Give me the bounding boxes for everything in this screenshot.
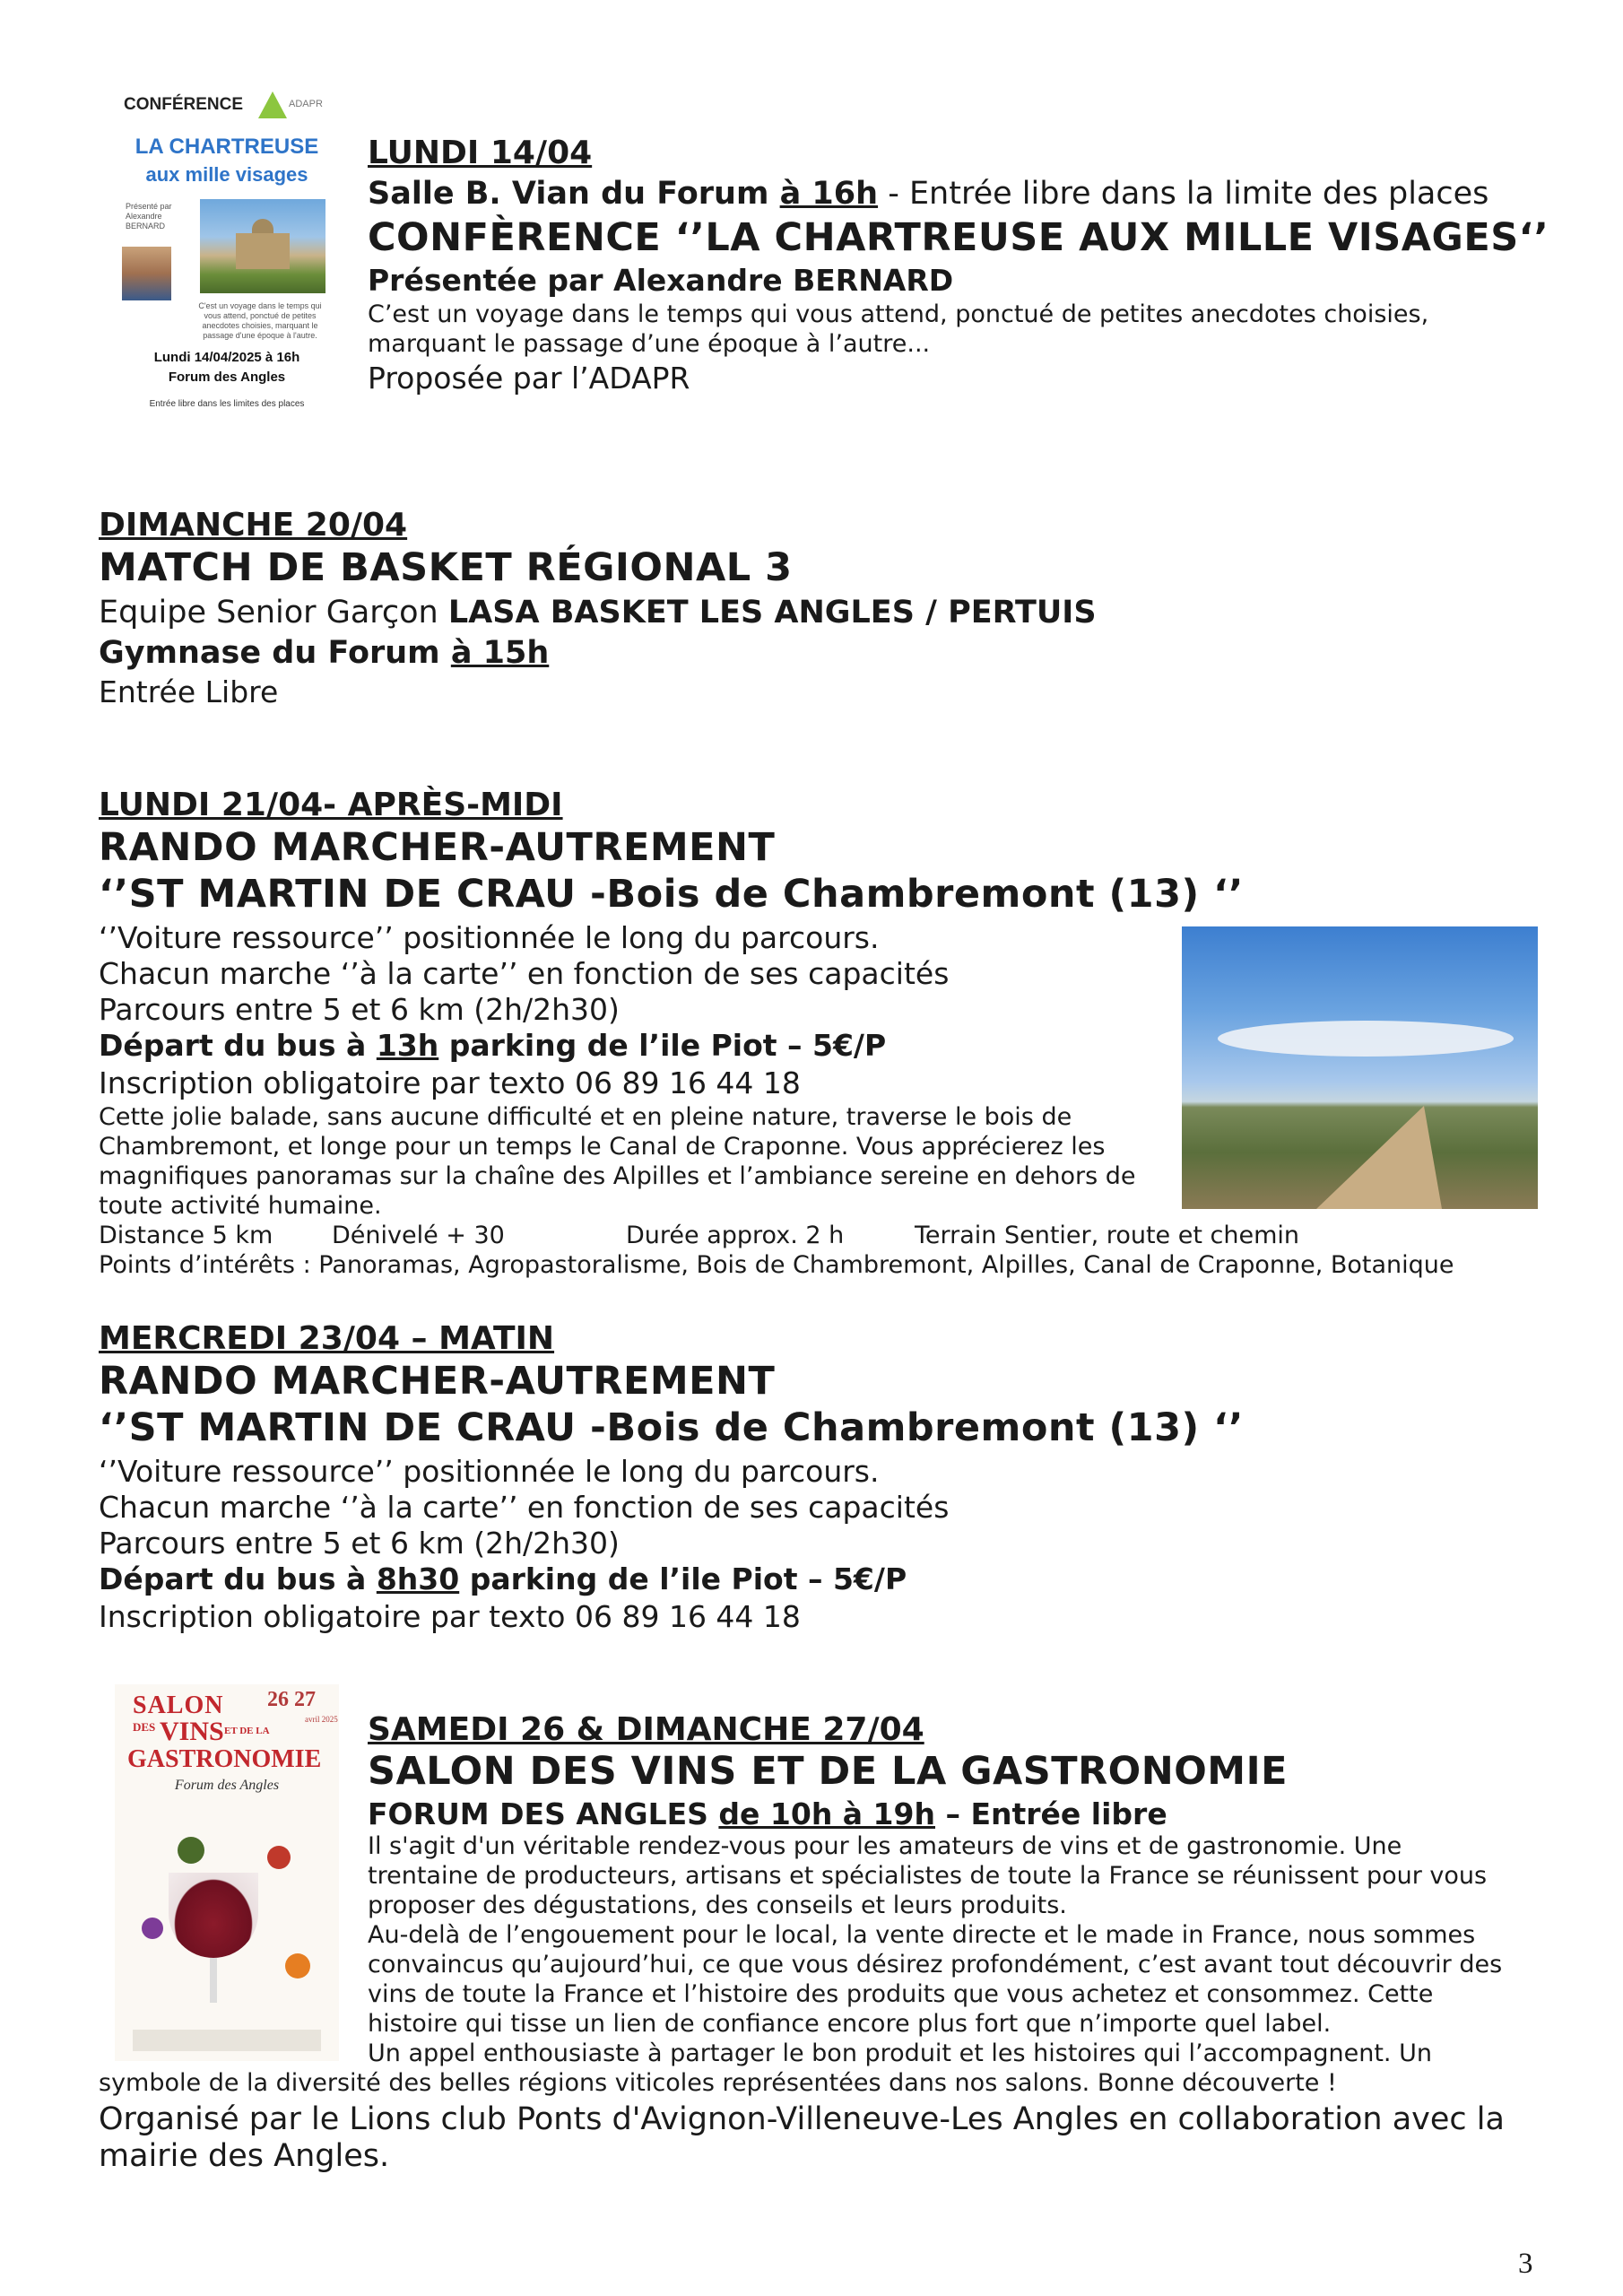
wine-glass-stem bbox=[210, 1958, 217, 2003]
rando1-line-2: Chacun marche ‘’à la carte’’ en fonction de ses capacités bbox=[99, 956, 950, 991]
conference-desc-1: C’est un voyage dans le temps qui vous attend, ponctué de petites anecdotes choisies, bbox=[368, 300, 1429, 328]
wine-glass-icon bbox=[169, 1873, 258, 1958]
rando1-date: LUNDI 21/04- APRÈS-MIDI bbox=[99, 787, 563, 823]
rando2-line-3: Parcours entre 5 et 6 km (2h/2h30) bbox=[99, 1526, 620, 1561]
poster-header: CONFÉRENCE bbox=[124, 95, 244, 114]
salon-desc-8: Un appel enthousiaste à partager le bon produit et les histoires qui l’accompagnent. Un bbox=[368, 2039, 1432, 2067]
rando1-para-3: magnifiques panoramas sur la chaîne des Alpilles et l’ambiance sereine en dehors de bbox=[99, 1162, 1136, 1190]
rando2-title-1: RANDO MARCHER-AUTREMENT bbox=[99, 1359, 776, 1404]
salon-poster-forum: Forum des Angles bbox=[174, 1778, 280, 1793]
salon-poster-month: avril 2025 bbox=[305, 1715, 338, 1724]
salon-desc-6: vins de toute la France et l’histoire des produits que vous achetez et consommez. Cette bbox=[368, 1980, 1434, 2008]
salon-poster-vins: VINS bbox=[160, 1717, 224, 1746]
rando2-inscription: Inscription obligatoire par texto 06 89 16 44 18 bbox=[99, 1599, 801, 1634]
grape-icon bbox=[178, 1837, 204, 1864]
chartreuse-photo bbox=[200, 199, 325, 293]
fig-icon bbox=[142, 1918, 163, 1939]
rando-photo bbox=[1182, 926, 1538, 1209]
salon-poster-sponsors bbox=[133, 2030, 321, 2051]
salon-poster-gastronomie: GASTRONOMIE bbox=[127, 1745, 322, 1773]
salon-desc-4: Au-delà de l’engouement pour le local, la vente directe et le made in France, nous sommes bbox=[368, 1921, 1476, 1949]
salon-organizer-1: Organisé par le Lions club Ponts d'Avignon-Villeneuve-Les Angles en collaboration avec la bbox=[99, 2101, 1505, 2137]
tomato-icon bbox=[267, 1846, 291, 1869]
rando2-line-2: Chacun marche ‘’à la carte’’ en fonction de ses capacités bbox=[99, 1490, 950, 1525]
rando1-denivele: Dénivelé + 30 bbox=[332, 1222, 505, 1249]
salon-desc-7: histoire qui tisse un lien de confiance encore plus fort que n’importe quel label. bbox=[368, 2010, 1332, 2038]
rando1-line-3: Parcours entre 5 et 6 km (2h/2h30) bbox=[99, 992, 620, 1027]
salon-organizer-2: mairie des Angles. bbox=[99, 2138, 390, 2174]
basket-entry: Entrée Libre bbox=[99, 674, 279, 709]
rando1-duree: Durée approx. 2 h bbox=[626, 1222, 845, 1249]
salon-desc-5: convaincus qu’aujourd’hui, ce que vous désirez profondément, c’est avant tout découvrir des bbox=[368, 1951, 1503, 1979]
rando2-date: MERCREDI 23/04 – MATIN bbox=[99, 1320, 555, 1357]
rando1-para-4: toute activité humaine. bbox=[99, 1192, 382, 1220]
salon-poster-salon: SALON bbox=[133, 1692, 224, 1719]
salon-title: SALON DES VINS ET DE LA GASTRONOMIE bbox=[368, 1749, 1288, 1794]
conference-organizer: Proposée par l’ADAPR bbox=[368, 361, 690, 396]
conference-desc-2: marquant le passage d’une époque à l’autre... bbox=[368, 330, 931, 358]
fruit-icon bbox=[285, 1953, 310, 1979]
salon-venue: FORUM DES ANGLES de 10h à 19h – Entrée libre bbox=[368, 1796, 1167, 1831]
salon-desc-9: symbole de la diversité des belles régions viticoles représentées dans nos salons. Bonne découverte ! bbox=[99, 2069, 1337, 2097]
salon-poster-etdela: ET DE LA bbox=[224, 1726, 270, 1736]
rando1-terrain: Terrain Sentier, route et chemin bbox=[915, 1222, 1299, 1249]
salon-desc-1: Il s'agit d'un véritable rendez-vous pour les amateurs de vins et de gastronomie. Une bbox=[368, 1832, 1402, 1860]
poster-title-1: LA CHARTREUSE bbox=[135, 135, 319, 159]
conference-date: LUNDI 14/04 bbox=[368, 135, 593, 171]
rando1-title-1: RANDO MARCHER-AUTREMENT bbox=[99, 825, 776, 870]
rando1-departure: Départ du bus à 13h parking de l’ile Piot – 5€/P bbox=[99, 1028, 887, 1063]
conference-presenter: Présentée par Alexandre BERNARD bbox=[368, 263, 954, 298]
salon-poster-days: 26 27 bbox=[267, 1688, 316, 1711]
salon-desc-2: trentaine de producteurs, artisans et spécialistes de toute la France se réunissent pour vous bbox=[368, 1862, 1488, 1890]
rando2-line-1: ‘’Voiture ressource’’ positionnée le long du parcours. bbox=[99, 1454, 880, 1489]
basket-teams: Equipe Senior Garçon LASA BASKET LES ANGLES / PERTUIS bbox=[99, 595, 1097, 631]
conference-title: CONFÈRENCE ‘’LA CHARTREUSE AUX MILLE VISAGES‘’ bbox=[368, 215, 1549, 260]
salon-poster bbox=[115, 1684, 339, 2061]
basket-date: DIMANCHE 20/04 bbox=[99, 507, 408, 544]
poster-blurb: C'est un voyage dans le temps qui vous attend, ponctué de petites anecdotes choisies, marquant le passage d'une époque à l'autre. bbox=[198, 301, 322, 340]
basket-venue: Gymnase du Forum à 15h bbox=[99, 635, 550, 671]
rando1-points: Points d’intérêts : Panoramas, Agropastoralisme, Bois de Chambremont, Alpilles, Canal de Craponne, Botanique bbox=[99, 1251, 1454, 1279]
rando1-title-2: ‘’ST MARTIN DE CRAU -Bois de Chambremont (13) ‘’ bbox=[99, 872, 1244, 917]
poster-footer: Entrée libre dans les limites des places bbox=[149, 399, 305, 409]
poster-presenter: Présenté par Alexandre BERNARD bbox=[126, 202, 172, 230]
rando1-para-2: Chambremont, et longe pour un temps le Canal de Craponne. Vous apprécierez les bbox=[99, 1133, 1106, 1161]
poster-place: Forum des Angles bbox=[168, 370, 286, 385]
conference-venue: Salle B. Vian du Forum à 16h - Entrée libre dans la limite des places bbox=[368, 176, 1489, 212]
basket-title: MATCH DE BASKET RÉGIONAL 3 bbox=[99, 545, 793, 590]
salon-poster-des: DES bbox=[133, 1720, 156, 1734]
rando1-inscription: Inscription obligatoire par texto 06 89 16 44 18 bbox=[99, 1065, 801, 1100]
presenter-photo bbox=[122, 247, 171, 300]
salon-desc-3: proposer des dégustations, des conseils et leurs produits. bbox=[368, 1892, 1067, 1919]
poster-title-2: aux mille visages bbox=[145, 163, 308, 186]
poster-brand: ADAPR bbox=[289, 99, 323, 109]
rando1-distance: Distance 5 km bbox=[99, 1222, 273, 1249]
adapr-logo-icon bbox=[258, 91, 287, 118]
salon-date: SAMEDI 26 & DIMANCHE 27/04 bbox=[368, 1711, 924, 1748]
rando2-departure: Départ du bus à 8h30 parking de l’ile Piot – 5€/P bbox=[99, 1561, 907, 1596]
page-number: 3 bbox=[1518, 2248, 1533, 2280]
conference-poster bbox=[115, 90, 339, 417]
rando2-title-2: ‘’ST MARTIN DE CRAU -Bois de Chambremont (13) ‘’ bbox=[99, 1405, 1244, 1450]
rando1-line-1: ‘’Voiture ressource’’ positionnée le long du parcours. bbox=[99, 920, 880, 955]
rando1-para-1: Cette jolie balade, sans aucune difficulté et en pleine nature, traverse le bois de bbox=[99, 1103, 1072, 1131]
poster-date: Lundi 14/04/2025 à 16h bbox=[153, 350, 300, 365]
